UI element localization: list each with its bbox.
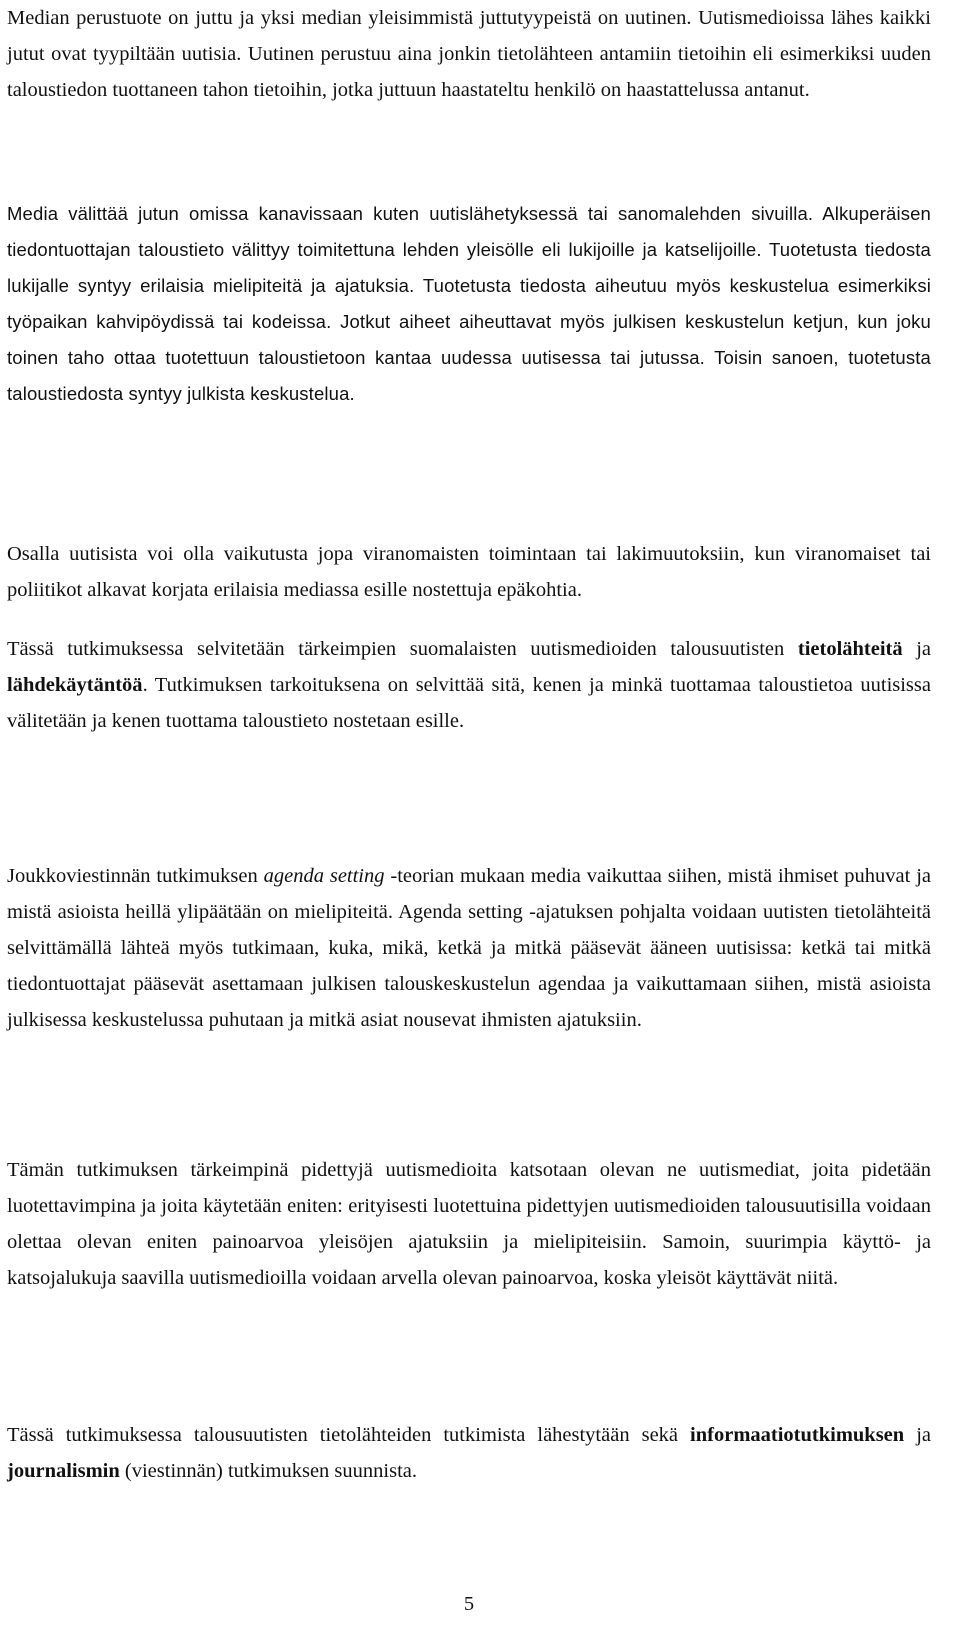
term-lahdekaytantoa: lähdekäytäntöä [7,674,143,696]
p7-after: (viestinnän) tutkimuksen suunnista. [119,1460,418,1482]
term-journalismin: journalismin [7,1460,120,1482]
term-informaatiotutkimuksen: informaatiotutkimuksen [690,1424,905,1446]
paragraph-approach [7,1417,931,1489]
paragraph-media-channels: Media välittää jutun omissa kanavissaan kuten uutislähetyksessä tai sanomalehden sivuilla. Alkuperäisen tiedontuottajan taloustieto välittyy toimitettuna lehden yleisölle eli lukijoille ja katselijoille. Tuotetusta tiedosta lukijalle syntyy erilaisia mielipiteitä ja ajatuksia. Tuotetusta tiedosta aiheutuu myös keskustelua esimerkiksi työpaikan kahvipöydissä tai kodeissa. Jotkut aiheet aiheuttavat myös julkisen keskustelun ketjun, kun joku toinen taho ottaa tuotettuun taloustietoon kantaa uudessa uutisessa tai jutussa. Toisin sanoen, tuotetusta taloustiedosta syntyy julkista keskustelua. [7,203,931,404]
paragraph-intro: Median perustuote on juttu ja yksi median yleisimmistä juttutyypeistä on uutinen. Uutismedioissa lähes kaikki jutut ovat tyypiltään uutisia. Uutinen perustuu aina jonkin tietolähteen antamiin tietoihin eli esimerkiksi uuden taloustiedon tuottaneen tahon tietoihin, jotka juttuun haastateltu henkilö on haastattelussa antanut. [7,7,931,101]
term-tietolahteita: tietolähteitä [797,638,903,660]
term-agenda-setting: agenda setting [263,865,385,887]
paragraph-authorities: Osalla uutisista voi olla vaikutusta jopa viranomaisten toimintaan tai lakimuutoksiin, kun viranomaiset tai poliitikot alkavat korjata erilaisia mediassa esille nostettuja epäkohtia. [7,543,931,601]
paragraph-news-media: Tämän tutkimuksen tärkeimpinä pidettyjä uutismedioita katsotaan olevan ne uutismediat, joita pidetään luotettavimpina ja joita käytetään eniten: erityisesti luotettuina pidettyjen uutismedioiden talousuutisilla voidaan olettaa olevan eniten painoarvoa yleisöjen ajatuksiin ja mielipiteisiin. Samoin, suurimpia käyttö- ja katsojalukuja saavilla uutismedioilla voidaan arvella olevan painoarvoa, koska yleisöt käyttävät niitä. [7,1159,931,1289]
p4-before: Tässä tutkimuksessa selvitetään tärkeimpien suomalaisten uutismedioiden talousuutisten [7,638,798,660]
p4-mid: ja [902,638,932,660]
p5-before: Joukkoviestinnän tutkimuksen [7,865,264,887]
page-number: 5 [463,1593,475,1615]
paragraph-research-aim [7,631,931,739]
p5-after: -teorian mukaan media vaikuttaa siihen, mistä ihmiset puhuvat ja mistä asioista heillä ylipäätään on mielipiteitä. Agenda setting -ajatuksen pohjalta voidaan uutisten tietolähteitä selvittämällä lähteä myös tutkimaan, kuka, mikä, ketkä ja mitkä pääsevät ääneen uutisissa: ketkä tai mitkä tiedontuottajat pääsevät asettamaan julkisen talouskeskustelun agendaa ja vaikuttamaan siihen, mistä asioista julkisessa keskustelussa puhutaan ja mitkä asiat nousevat ihmisten ajatuksiin. [7,865,931,1031]
paragraph-agenda-setting [7,858,931,1038]
p4-after: . Tutkimuksen tarkoituksena on selvittää sitä, kenen ja minkä tuottamaa taloustietoa uutisissa välitetään ja kenen tuottama taloustieto nostetaan esille. [7,674,931,732]
p7-mid: ja [904,1424,931,1446]
p7-before: Tässä tutkimuksessa talousuutisten tietolähteiden tutkimista lähestytään sekä [7,1424,691,1446]
